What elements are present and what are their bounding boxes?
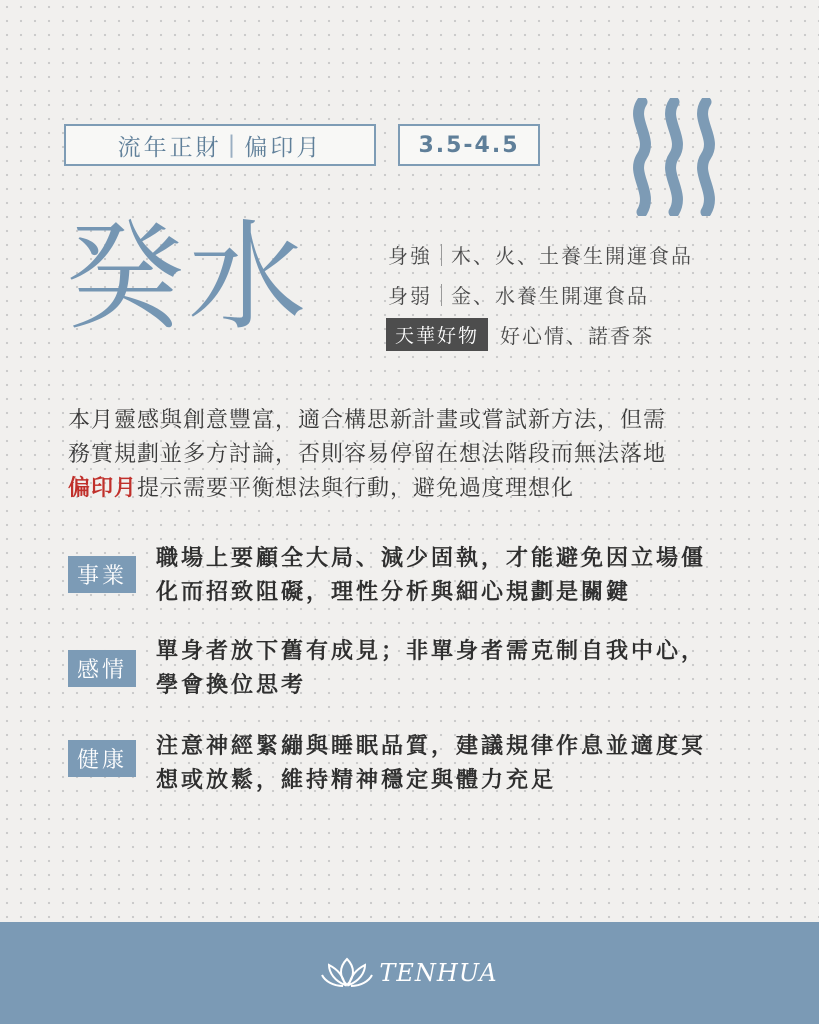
section-love-line-1: 單身者放下舊有成見；非單身者需克制自我中心， xyxy=(156,639,707,664)
intro-line-1: 本月靈感與創意豐富，適合構思新計畫或嘗試新方法，但需 xyxy=(68,408,667,433)
section-health-line-1: 注意神經緊繃與睡眠品質，建議規律作息並適度冥 xyxy=(156,734,707,759)
brand-logo-text: TENHUA xyxy=(379,959,498,987)
intro-line-3-rest: 提示需要平衡想法與行動，避免過度理想化 xyxy=(137,476,575,501)
food-weak-line xyxy=(388,280,649,309)
intro-line-2: 務實規劃並多方討論，否則容易停留在想法階段而無法落地 xyxy=(68,442,667,467)
footer-bar xyxy=(0,922,819,1024)
food-strong-text: 木、火、土養生開運食品 xyxy=(451,244,693,268)
food-strong-divider xyxy=(441,244,442,266)
wave-lines-icon xyxy=(628,98,726,216)
lotus-logo-icon xyxy=(321,957,373,989)
section-career-line-1: 職場上要顧全大局、減少固執，才能避免因立場僵 xyxy=(156,546,707,571)
period-tag-right: 偏印月 xyxy=(244,134,323,161)
section-career-line-2: 化而招致阻礙，理性分析與細心規劃是關鍵 xyxy=(156,580,632,605)
period-tag-divider: | xyxy=(227,132,239,158)
section-text-career xyxy=(156,542,766,610)
gift-line xyxy=(386,318,654,351)
gift-label: 天華好物 xyxy=(386,318,488,351)
period-tag xyxy=(64,124,376,166)
section-text-health xyxy=(156,730,766,798)
period-tag-left: 流年正財 xyxy=(117,134,222,161)
food-weak-label: 身弱 xyxy=(388,284,432,308)
food-weak-text: 金、水養生開運食品 xyxy=(451,284,649,308)
intro-paragraph xyxy=(68,404,758,506)
brand-logo xyxy=(321,957,497,989)
food-weak-divider xyxy=(441,284,442,306)
date-range-tag xyxy=(398,124,540,166)
stem-title: 癸水 xyxy=(66,208,311,346)
gift-text: 好心情、諾香茶 xyxy=(500,324,655,348)
food-strong-label: 身強 xyxy=(388,244,432,268)
section-label-love: 感情 xyxy=(68,650,136,687)
intro-highlight: 偏印月 xyxy=(68,476,138,501)
section-label-health: 健康 xyxy=(68,740,136,777)
section-love-line-2: 學會換位思考 xyxy=(156,673,307,698)
section-label-career: 事業 xyxy=(68,556,136,593)
intro-line-3 xyxy=(68,472,758,506)
section-text-love xyxy=(156,635,766,703)
date-range-text: 3.5-4.5 xyxy=(418,132,520,158)
food-strong-line xyxy=(388,240,693,269)
section-health-line-2: 想或放鬆，維持精神穩定與體力充足 xyxy=(156,768,557,793)
